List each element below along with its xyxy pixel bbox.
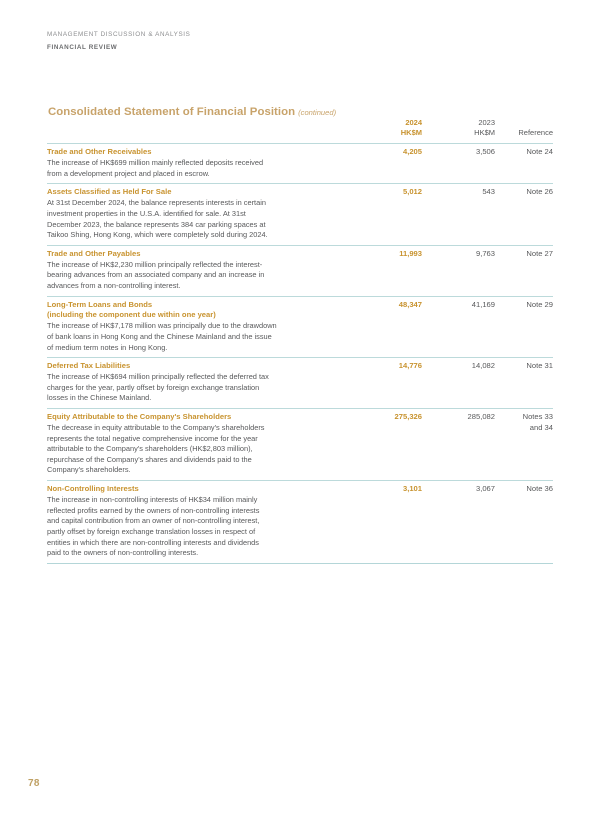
row-reference <box>495 187 553 198</box>
table-row <box>47 409 553 480</box>
row-reference <box>495 249 553 260</box>
row-description-line: bearing advances from an associated company and an increase in <box>47 270 265 280</box>
row-value-2024: 275,326 <box>394 411 422 421</box>
row-description-line: from a development project and placed in escrow. <box>47 168 210 178</box>
column-header-reference: Reference <box>518 128 553 138</box>
table-rule <box>47 563 553 564</box>
row-description-line: The increase of HK$7,178 million was principally due to the drawdown <box>47 321 277 331</box>
row-description-line: December 2023, the balance represents 384 car parking spaces at <box>47 219 266 229</box>
table-row-content <box>47 484 553 559</box>
row-label <box>47 249 347 260</box>
row-description <box>47 260 347 292</box>
row-value-2023: 3,506 <box>475 147 495 156</box>
row-description-line: The increase of HK$699 million mainly reflected deposits received <box>47 158 264 168</box>
row-reference-line: Note 31 <box>526 361 553 371</box>
row-description-line: reflected profits earned by the owners of non-controlling interests <box>47 505 260 515</box>
row-description-line: At 31st December 2024, the balance represents interests in certain <box>47 198 266 208</box>
row-reference <box>495 361 553 372</box>
page-title-text: Consolidated Statement of Financial Position <box>48 106 296 118</box>
column-header-2023-unit: HK$M <box>474 128 495 138</box>
running-head-line-2: FINANCIAL REVIEW <box>47 43 118 51</box>
table-row <box>47 246 553 296</box>
row-description <box>47 158 347 179</box>
row-value-2024: 4,205 <box>402 147 422 156</box>
row-description-line: entities in which there are non-controlling interests and dividends <box>47 537 259 547</box>
row-label-line: (including the component due within one year) <box>47 310 216 320</box>
table-row <box>47 184 553 244</box>
table-row <box>47 297 553 357</box>
row-label-line: Deferred Tax Liabilities <box>47 361 131 371</box>
row-label <box>47 412 347 423</box>
row-description-line: charges for the year, partly offset by foreign exchange translation <box>47 382 260 392</box>
row-label-line: Assets Classified as Held For Sale <box>47 187 172 197</box>
row-value-2023: 3,067 <box>475 484 495 494</box>
row-label <box>47 147 347 158</box>
row-value-2024: 5,012 <box>402 187 422 197</box>
row-value-2023: 543 <box>482 187 495 197</box>
row-label <box>47 300 347 321</box>
table-body <box>47 143 553 564</box>
page-number: 78 <box>28 778 40 789</box>
table-row-content <box>47 249 553 292</box>
row-reference-line: Note 36 <box>526 484 553 494</box>
row-description-line: The increase in non-controlling interests of HK$34 million mainly <box>47 495 258 505</box>
row-value-2024: 14,776 <box>398 361 422 371</box>
row-label <box>47 361 347 372</box>
row-reference <box>495 300 553 311</box>
row-description-line: represents the total negative comprehensive income for the year <box>47 433 258 443</box>
table-row-content <box>47 412 553 476</box>
row-reference-line: Note 27 <box>526 248 553 258</box>
column-header-2024-unit: HK$M <box>400 128 422 138</box>
row-reference-line: Note 29 <box>526 299 553 309</box>
table-row-content <box>47 147 553 179</box>
row-value-2023: 285,082 <box>467 411 495 421</box>
row-description-line: paid to the owners of non-controlling interests. <box>47 548 199 558</box>
column-header-2023-year: 2023 <box>478 118 495 127</box>
row-description-line: losses in the Chinese Mainland. <box>47 393 152 403</box>
page-title-continued: (continued) <box>298 108 337 117</box>
financial-position-table <box>47 118 553 564</box>
column-header-2023 <box>422 118 495 138</box>
row-description-line: The increase of HK$694 million principally reflected the deferred tax <box>47 372 269 382</box>
row-description-line: repurchase of the Company's shares and dividends paid to the <box>47 454 252 464</box>
row-label <box>47 484 347 495</box>
row-label-line: Trade and Other Receivables <box>47 147 152 156</box>
row-description-line: The increase of HK$2,230 million principally reflected the interest- <box>47 259 263 269</box>
table-row <box>47 358 553 408</box>
row-description-line: attributable to the Company's shareholders (HK$2,803 million), <box>47 444 253 454</box>
table-row <box>47 481 553 563</box>
row-value-2023: 14,082 <box>471 361 495 371</box>
table-row-content <box>47 361 553 404</box>
row-description <box>47 198 347 240</box>
row-description <box>47 495 347 559</box>
row-reference <box>495 484 553 495</box>
running-head-line-1: MANAGEMENT DISCUSSION & ANALYSIS <box>47 31 191 38</box>
table-column-headers <box>47 118 553 143</box>
row-description <box>47 372 347 404</box>
row-description-line: Company's shareholders. <box>47 465 131 475</box>
row-description <box>47 423 347 476</box>
row-value-2024: 48,347 <box>398 299 422 309</box>
row-value-2024: 3,101 <box>402 484 422 494</box>
row-value-2023: 9,763 <box>475 248 495 258</box>
row-description-line: The decrease in equity attributable to the Company's shareholders <box>47 423 265 433</box>
row-reference-line: Note 26 <box>526 187 553 197</box>
row-reference <box>495 147 553 158</box>
column-header-2024 <box>342 118 422 138</box>
table-row-content <box>47 187 553 240</box>
row-reference-line: Notes 33 <box>522 411 553 421</box>
column-header-2024-year: 2024 <box>405 118 422 127</box>
row-reference <box>495 412 553 433</box>
row-description-line: partly offset by foreign exchange translation losses in respect of <box>47 526 256 536</box>
row-label-line: Non-Controlling Interests <box>47 484 139 494</box>
row-description-line: of bank loans in Hong Kong and the Chinese Mainland and the issue <box>47 331 272 341</box>
row-label-line: Equity Attributable to the Company's Shareholders <box>47 411 232 421</box>
row-description <box>47 321 347 353</box>
row-label <box>47 187 347 198</box>
row-description-line: and capital contribution from an owner of non-controlling interest, <box>47 516 260 526</box>
row-description-line: Taikoo Shing, Hong Kong, which were completely sold during 2024. <box>47 230 268 240</box>
row-value-2024: 11,993 <box>399 248 422 258</box>
row-description-line: advances from a non-controlling interest. <box>47 281 181 291</box>
row-description-line: investment properties in the U.S.A. identified for sale. At 31st <box>47 208 246 218</box>
table-row <box>47 144 553 183</box>
row-reference-line: Note 24 <box>526 147 553 156</box>
row-label-line: Trade and Other Payables <box>47 248 141 258</box>
table-row-content <box>47 300 553 353</box>
row-label-line: Long-Term Loans and Bonds <box>47 299 153 309</box>
row-description-line: of medium term notes in Hong Kong. <box>47 342 168 352</box>
running-head <box>47 29 190 53</box>
row-reference-line: and 34 <box>529 422 553 432</box>
row-value-2023: 41,169 <box>471 299 495 309</box>
